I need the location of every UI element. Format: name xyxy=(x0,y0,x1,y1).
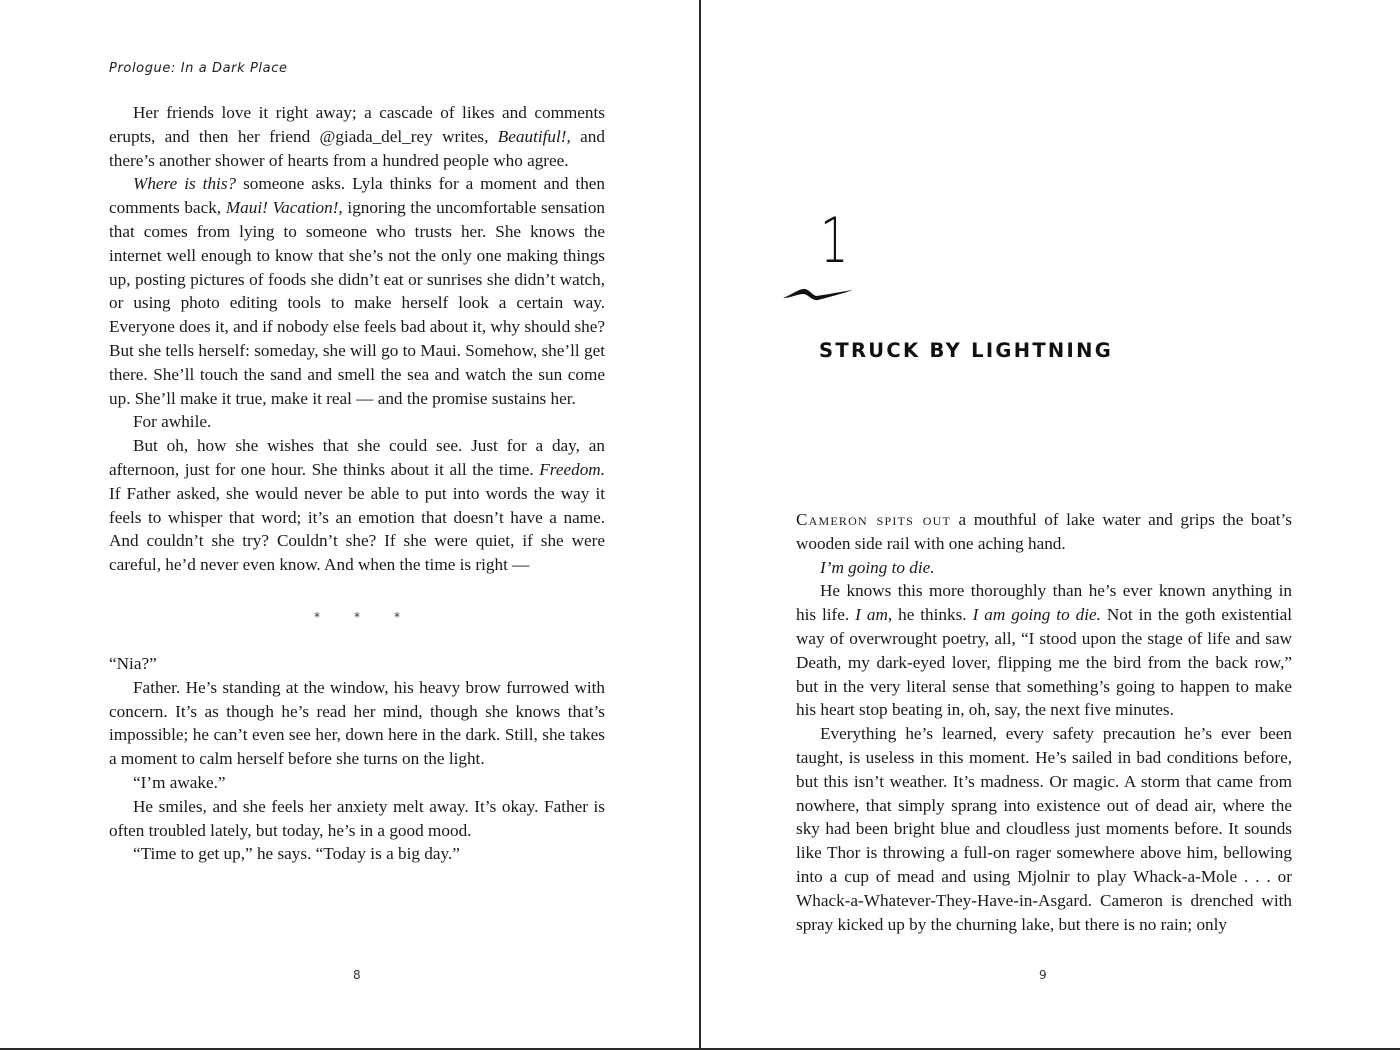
italic-text: I’m going to die. xyxy=(820,557,935,577)
paragraph xyxy=(109,676,605,771)
italic-text: Beautiful!, xyxy=(497,126,571,146)
italic-text: Freedom. xyxy=(539,459,605,479)
chapter-number: 1 xyxy=(820,204,849,277)
italic-text: Maui! Vacation!, xyxy=(225,198,343,218)
text-run: “Nia?” xyxy=(109,653,157,673)
paragraph xyxy=(109,842,605,866)
text-run: a mouthful of lake water and grips the boat’s wooden side rail with one aching hand. xyxy=(796,510,1292,553)
italic-text: I am, xyxy=(855,605,893,625)
paragraph xyxy=(109,410,605,434)
page-number: 9 xyxy=(1039,968,1047,982)
text-run: he thinks. xyxy=(892,605,973,625)
paragraph xyxy=(109,101,605,172)
chapter-text xyxy=(796,508,1292,936)
prologue-text-after-break xyxy=(109,652,605,866)
chapter-body xyxy=(796,508,1292,936)
text-run: “Time to get up,” he says. “Today is a big day.” xyxy=(133,844,460,864)
chapter-title: STRUCK BY LIGHTNING xyxy=(819,339,1114,362)
running-head: Prologue: In a Dark Place xyxy=(109,61,288,76)
text-run: someone asks. Lyla thinks for a moment and then comments back, xyxy=(109,174,606,218)
scene-break-asterisk: * xyxy=(354,609,360,624)
scene-break-asterisk: * xyxy=(314,609,320,624)
prologue-text-before-break xyxy=(109,101,605,577)
text-run: and there’s another shower of hearts from a hundred people who agree. xyxy=(109,126,605,170)
opening-smallcaps: Cameron spits out xyxy=(796,510,951,529)
chapter-flourish-ornament xyxy=(781,283,857,307)
paragraph xyxy=(796,722,1292,936)
paragraph xyxy=(109,434,605,577)
paragraph xyxy=(796,556,1292,580)
paragraph xyxy=(109,652,605,676)
text-run: Father. He’s standing at the window, his heavy brow furrowed with concern. It’s as though he’s read her mind, though she knows that’s impossible; he can’t even see her, down here in the dark. Still, she takes a moment to calm herself before she turns on the light. xyxy=(109,677,605,769)
paragraph xyxy=(109,172,605,410)
text-run: He knows this more thoroughly than he’s ever known anything in his life. xyxy=(796,581,1292,625)
italic-text: I am going to die. xyxy=(972,605,1101,625)
text-run: Her friends love it right away; a cascade of likes and comments erupts, and then her friend @giada_del_rey writes, xyxy=(109,103,605,146)
paragraph xyxy=(796,508,1292,556)
paragraph xyxy=(796,579,1292,722)
scene-break-asterisk: * xyxy=(394,609,400,624)
left-page xyxy=(0,0,699,1048)
italic-text: Where is this? xyxy=(133,174,237,194)
text-run: But oh, how she wishes that she could see. Just for a day, an afternoon, just for one hour. She thinks about it all the time. xyxy=(109,436,605,479)
text-run: “I’m awake.” xyxy=(133,772,226,792)
text-run: If Father asked, she would never be able to put into words the way it feels to whisper that word; it’s an emotion that doesn’t have a name. And couldn’t she try? Couldn’t she? If she were quiet, if she were careful, he’d never even know. And when the time is right — xyxy=(109,483,605,575)
text-run: For awhile. xyxy=(133,412,212,432)
scene-break xyxy=(109,610,605,624)
paragraph xyxy=(109,795,605,843)
page-number: 8 xyxy=(353,968,361,982)
left-page-body xyxy=(109,101,605,866)
text-run: Not in the goth existential way of overwrought poetry, all, “I stood upon the stage of life and saw Death, my dark-eyed lover, flipping me the bird from the back row,” but in the very literal sense that something’s going to happen to make his heart stop beating in, oh, say, the next five minutes. xyxy=(796,605,1293,720)
text-run: He smiles, and she feels her anxiety melt away. It’s okay. Father is often troubled lately, but today, he’s in a good mood. xyxy=(109,796,605,840)
right-page xyxy=(701,0,1400,1048)
paragraph xyxy=(109,771,605,795)
text-run: Everything he’s learned, every safety precaution he’s ever been taught, is useless in this moment. He’s sailed in bad conditions before, but this isn’t weather. It’s madness. Or magic. A storm that came from nowhere, that simply sprang into existence out of dead air, where the sky had been bright blue and cloudless just moments before. It sounds like Thor is throwing a full-on rager somewhere above him, bellowing into a cup of mead and using Mjolnir to play Whack-a-Mole . . . or Whack-a-Whatever-They-Have-in-Asgard. Cameron is drenched with spray kicked up by the churning lake, but there is no rain; only xyxy=(796,724,1292,934)
text-run: ignoring the uncomfortable sensation that comes from lying to someone who trusts her. She knows the internet well enough to know that she’s not the only one making things up, posting pictures of foods she didn’t eat or sunrises she didn’t watch, or using photo editing tools to make herself look a certain way. Everyone does it, and if nobody else feels bad about it, why should she? But she tells herself: someday, she will go to Maui. Somehow, she’ll get there. She’ll touch the sand and smell the sea and watch the sun come up. She’ll make it true, make it real — and the promise sustains her. xyxy=(109,198,606,408)
